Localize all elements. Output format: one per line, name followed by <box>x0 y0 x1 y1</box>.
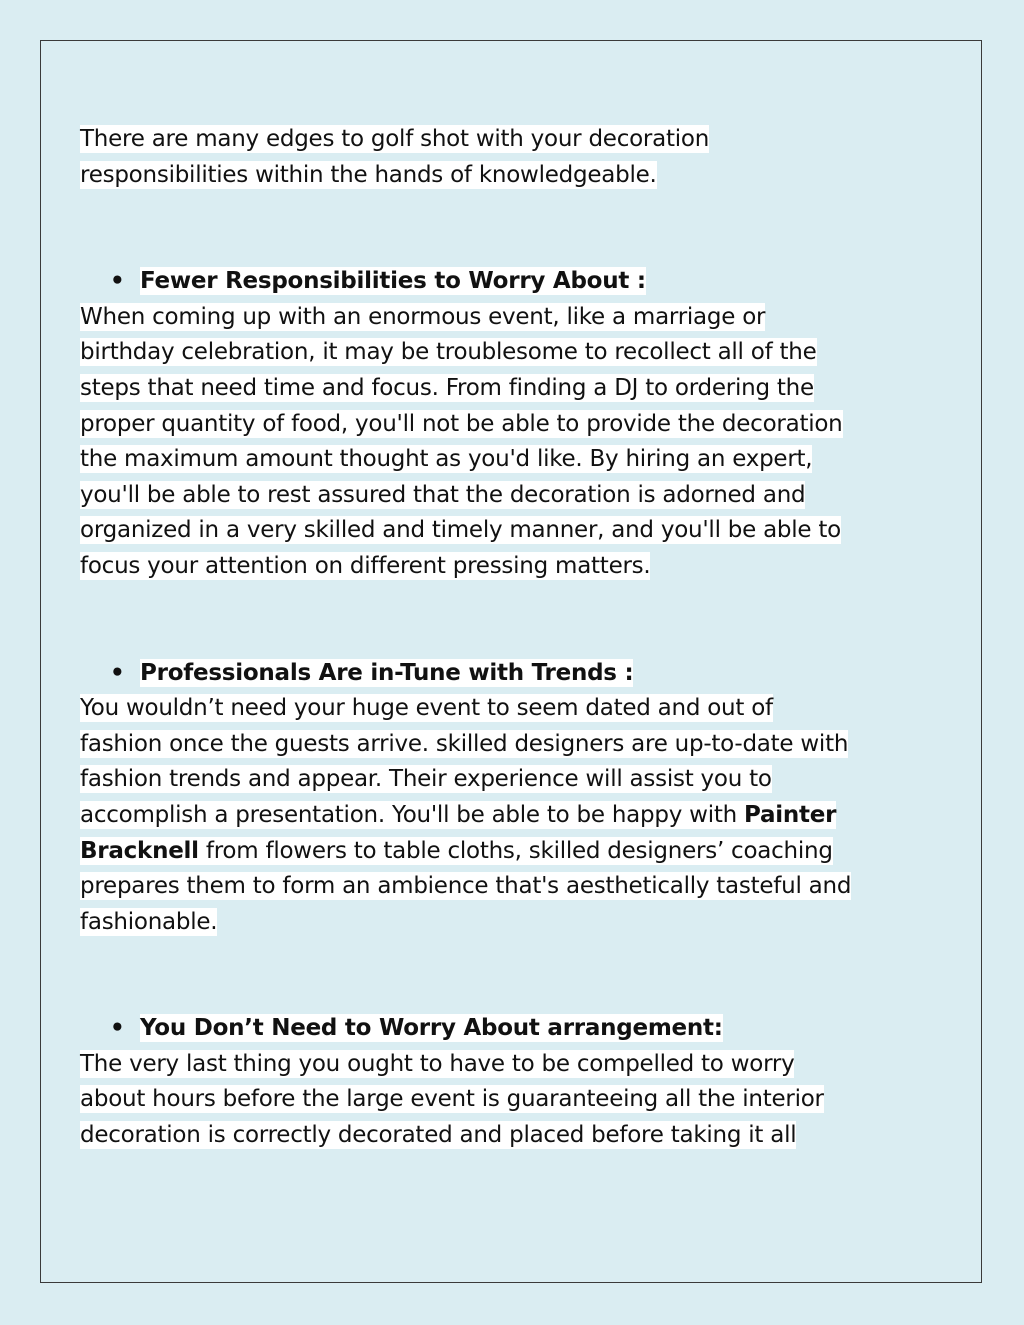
section-heading-text: Fewer Responsibilities to Worry About : <box>140 268 646 295</box>
intro-paragraph <box>80 122 860 193</box>
section-body-text: When coming up with an enormous event, like a marriage or birthday celebration, it may be troublesome to recollect all of the steps that need time and focus. From finding a DJ to ordering the proper quantity of food, you'll not be able to provide the decoration the maximum amount thought as you'd like. By hiring an expert, you'll be able to rest assured that the decoration is adorned and organized in a very skilled and timely manner, and you'll be able to focus your attention on different pressing matters. <box>80 303 843 579</box>
section-body-text: The very last thing you ought to have to be compelled to worry about hours before the large event is guaranteeing all the interior decoration is correctly decorated and placed before taking it all <box>80 1050 824 1149</box>
document-content <box>80 122 860 1154</box>
section-body <box>80 300 860 585</box>
bullet-icon: • <box>110 268 125 295</box>
section-body-text-start: You wouldn’t need your huge event to seem dated and out of fashion once the guests arrive. skilled designers are up-to-date with fashion trends and appear. Their experience will assist you to accomplish a presentation. You'll be able to be happy with <box>80 695 849 828</box>
section-heading <box>80 264 860 300</box>
section-heading <box>80 1011 860 1047</box>
section-fewer-responsibilities <box>80 264 860 584</box>
bullet-icon: • <box>110 659 125 686</box>
intro-text: There are many edges to golf shot with your decoration responsibilities within the hands of knowledgeable. <box>80 126 710 188</box>
section-heading-text: Professionals Are in-Tune with Trends : <box>140 659 634 686</box>
section-body <box>80 691 860 940</box>
section-body-text-end: from flowers to table cloths, skilled designers’ coaching prepares them to form an ambience that's aesthetically tasteful and fashionable. <box>80 837 852 935</box>
section-arrangement <box>80 1011 860 1153</box>
section-professionals-trends <box>80 656 860 941</box>
section-heading <box>80 656 860 692</box>
painter-bracknell-text: Painter Bracknell <box>80 801 837 864</box>
section-body <box>80 1047 860 1154</box>
bullet-icon: • <box>110 1015 125 1042</box>
section-heading-text: You Don’t Need to Worry About arrangement: <box>140 1015 723 1042</box>
